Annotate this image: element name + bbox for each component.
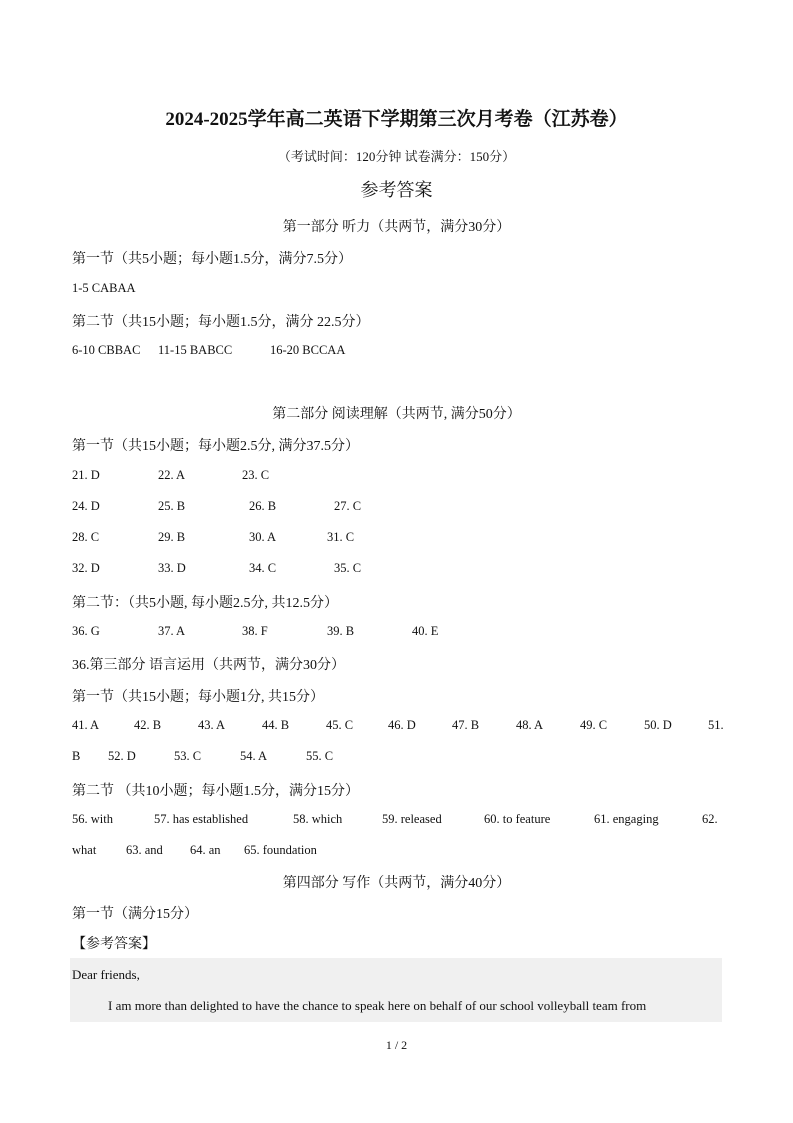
part4-section1-heading: 第一节（满分15分） [72,907,198,922]
answer-cell: 44. B [262,718,290,732]
essay-box [70,958,722,1022]
answer-cell: 59. released [382,812,442,826]
answer-cell: 48. A [516,718,544,732]
part1-section1-answers: 1-5 CABAA [72,281,136,295]
answer-cell: 64. an [190,843,221,857]
answer-cell: 52. D [108,749,136,763]
answer-cell: 42. B [134,718,162,732]
part1-section1-heading: 第一节（共5小题；每小题1.5分，满分7.5分） [72,252,352,267]
answer-cell: B [72,749,81,763]
part2-section2-heading: 第二节：（共5小题, 每小题2.5分, 共12.5分） [72,596,338,611]
answer-cell: 21. D [72,468,100,482]
part3-heading: 36.第三部分 语言运用（共两节，满分30分） [72,658,345,673]
answer-cell: 24. D [72,499,100,513]
answer-cell: 49. C [580,718,608,732]
answer-group: 6-10 CBBAC [72,343,141,357]
answer-cell: 22. A [158,468,186,482]
answer-cell: 33. D [158,561,186,575]
answer-cell: 47. B [452,718,480,732]
answer-cell: what [72,843,97,857]
answer-cell: 29. B [158,530,186,544]
answer-cell: 57. has established [154,812,249,826]
reference-label: 【参考答案】 [72,937,156,952]
answer-cell: 25. B [158,499,186,513]
answer-cell: 55. C [306,749,334,763]
answer-group: 16-20 BCCAA [270,343,346,357]
essay-paragraph: I am more than delighted to have the chance to speak here on behalf of our school volleyball team from [108,998,647,1013]
answer-cell: 35. C [334,561,362,575]
answer-cell: 32. D [72,561,100,575]
essay-salutation: Dear friends, [72,967,140,982]
part1-heading: 第一部分 听力（共两节，满分30分） [282,220,511,235]
answer-cell: 53. C [174,749,202,763]
part3-section2-heading: 第二节 （共10小题；每小题1.5分，满分15分） [72,784,359,799]
answer-cell: 56. with [72,812,113,826]
exam-info: （考试时间：120分钟 试卷满分：150分） [277,149,516,164]
answer-cell: 37. A [158,624,186,638]
answer-cell: 51. [708,718,724,732]
answer-cell: 31. C [327,530,355,544]
answer-cell: 34. C [249,561,277,575]
answer-cell: 40. E [412,624,439,638]
part3-section1-heading: 第一节（共15小题；每小题1分, 共15分） [72,690,324,705]
page-number: 1 / 2 [385,1038,408,1052]
answer-heading: 参考答案 [360,180,433,200]
answer-cell: 23. C [242,468,270,482]
answer-cell: 60. to feature [484,812,551,826]
answer-cell: 63. and [126,843,163,857]
answer-cell: 61. engaging [594,812,659,826]
page-title: 2024-2025学年高二英语下学期第三次月考卷（江苏卷） [165,109,628,130]
answer-group: 11-15 BABCC [158,343,233,357]
answer-cell: 50. D [644,718,672,732]
part2-section1-heading: 第一节（共15小题；每小题2.5分, 满分37.5分） [72,439,359,454]
answer-cell: 41. A [72,718,100,732]
part1-section2-heading: 第二节（共15小题；每小题1.5分，满分 22.5分） [72,315,370,330]
part4-heading: 第四部分 写作（共两节，满分40分） [282,876,511,891]
answer-cell: 58. which [293,812,343,826]
answer-cell: 43. A [198,718,226,732]
answer-cell: 39. B [327,624,355,638]
answer-cell: 30. A [249,530,277,544]
answer-cell: 38. F [242,624,268,638]
answer-cell: 46. D [388,718,416,732]
answer-cell: 36. G [72,624,100,638]
answer-cell: 65. foundation [244,843,317,857]
answer-cell: 27. C [334,499,362,513]
answer-cell: 26. B [249,499,277,513]
part2-heading: 第二部分 阅读理解（共两节, 满分50分） [272,407,521,422]
answer-cell: 62. [702,812,718,826]
answer-cell: 54. A [240,749,268,763]
answer-cell: 28. C [72,530,100,544]
answer-cell: 45. C [326,718,354,732]
